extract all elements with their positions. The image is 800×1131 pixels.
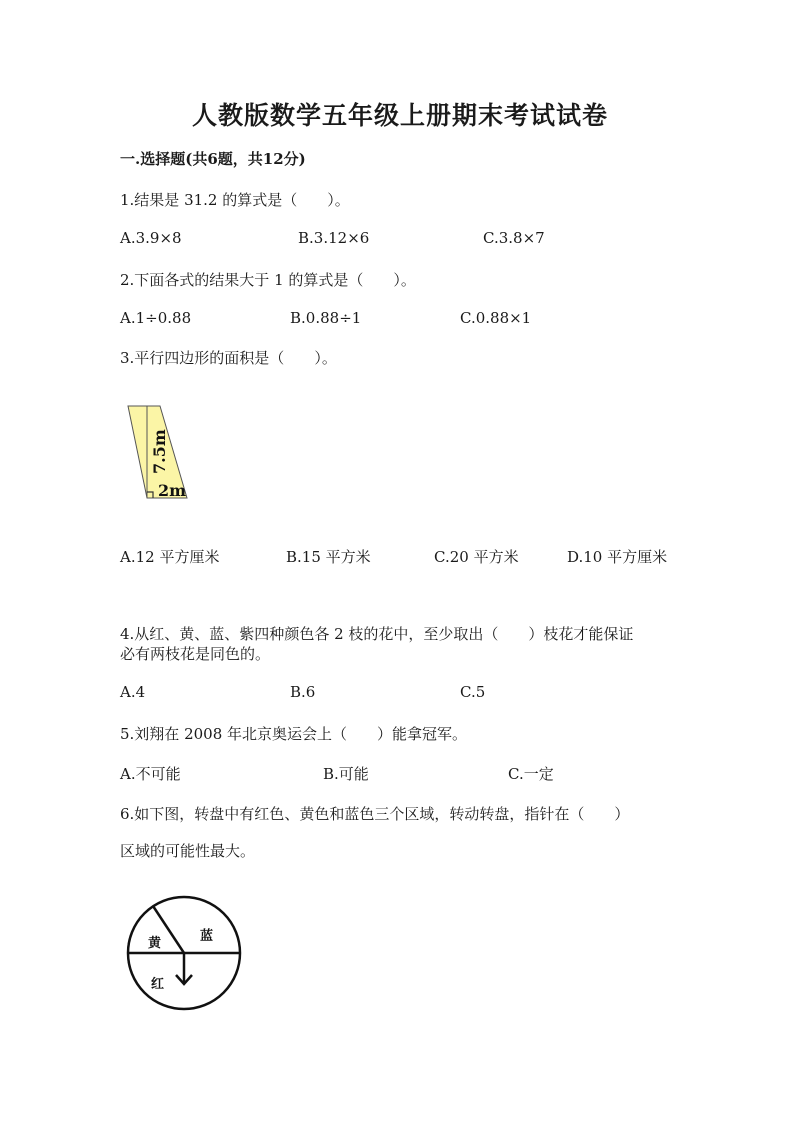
question-5-text: 5.刘翔在 2008 年北京奥运会上（ ）能拿冠军。: [120, 725, 468, 743]
question-3-option-d: D.10 平方厘米: [567, 548, 668, 566]
question-5-option-a: A.不可能: [120, 765, 181, 783]
question-3-option-b: B.15 平方米: [286, 548, 371, 566]
question-6-text-line2: 区域的可能性最大。: [120, 842, 256, 860]
question-1-option-c: C.3.8×7: [483, 229, 545, 247]
question-2-text: 2.下面各式的结果大于 1 的算式是（ ）。: [120, 271, 416, 289]
page-title: 人教版数学五年级上册期末考试试卷: [191, 101, 608, 130]
question-1-text: 1.结果是 31.2 的算式是（ ）。: [120, 191, 350, 209]
spinner-label-red: 红: [151, 977, 165, 992]
question-2-option-b: B.0.88÷1: [290, 309, 362, 327]
section-heading: 一.选择题(共6题，共12分): [120, 150, 306, 168]
question-4-text-line1: 4.从红、黄、蓝、紫四种颜色各 2 枝的花中，至少取出（ ）枝花才能保证: [120, 625, 634, 643]
question-4-option-c: C.5: [460, 683, 486, 701]
spinner-figure: [124, 893, 244, 1013]
question-5-option-c: C.一定: [508, 765, 554, 783]
question-2-option-c: C.0.88×1: [460, 309, 532, 327]
height-label: 7.5m: [150, 429, 169, 474]
question-5-option-b: B.可能: [323, 765, 369, 783]
question-3-text: 3.平行四边形的面积是（ ）。: [120, 349, 337, 367]
question-1-option-a: A.3.9×8: [120, 229, 182, 247]
spinner-label-blue: 蓝: [200, 929, 214, 944]
question-4-option-a: A.4: [120, 683, 146, 701]
question-4-text-line2: 必有两枝花是同色的。: [120, 645, 271, 663]
question-3-option-a: A.12 平方厘米: [120, 548, 220, 566]
question-1-option-b: B.3.12×6: [298, 229, 370, 247]
question-6-text-line1: 6.如下图，转盘中有红色、黄色和蓝色三个区域，转动转盘，指针在（ ）: [120, 805, 630, 823]
question-2-option-a: A.1÷0.88: [120, 309, 192, 327]
question-3-option-c: C.20 平方米: [434, 548, 519, 566]
base-label: 2m: [158, 481, 187, 500]
parallelogram-figure: [120, 398, 200, 506]
spinner-label-yellow: 黄: [148, 936, 162, 951]
question-4-option-b: B.6: [290, 683, 316, 701]
